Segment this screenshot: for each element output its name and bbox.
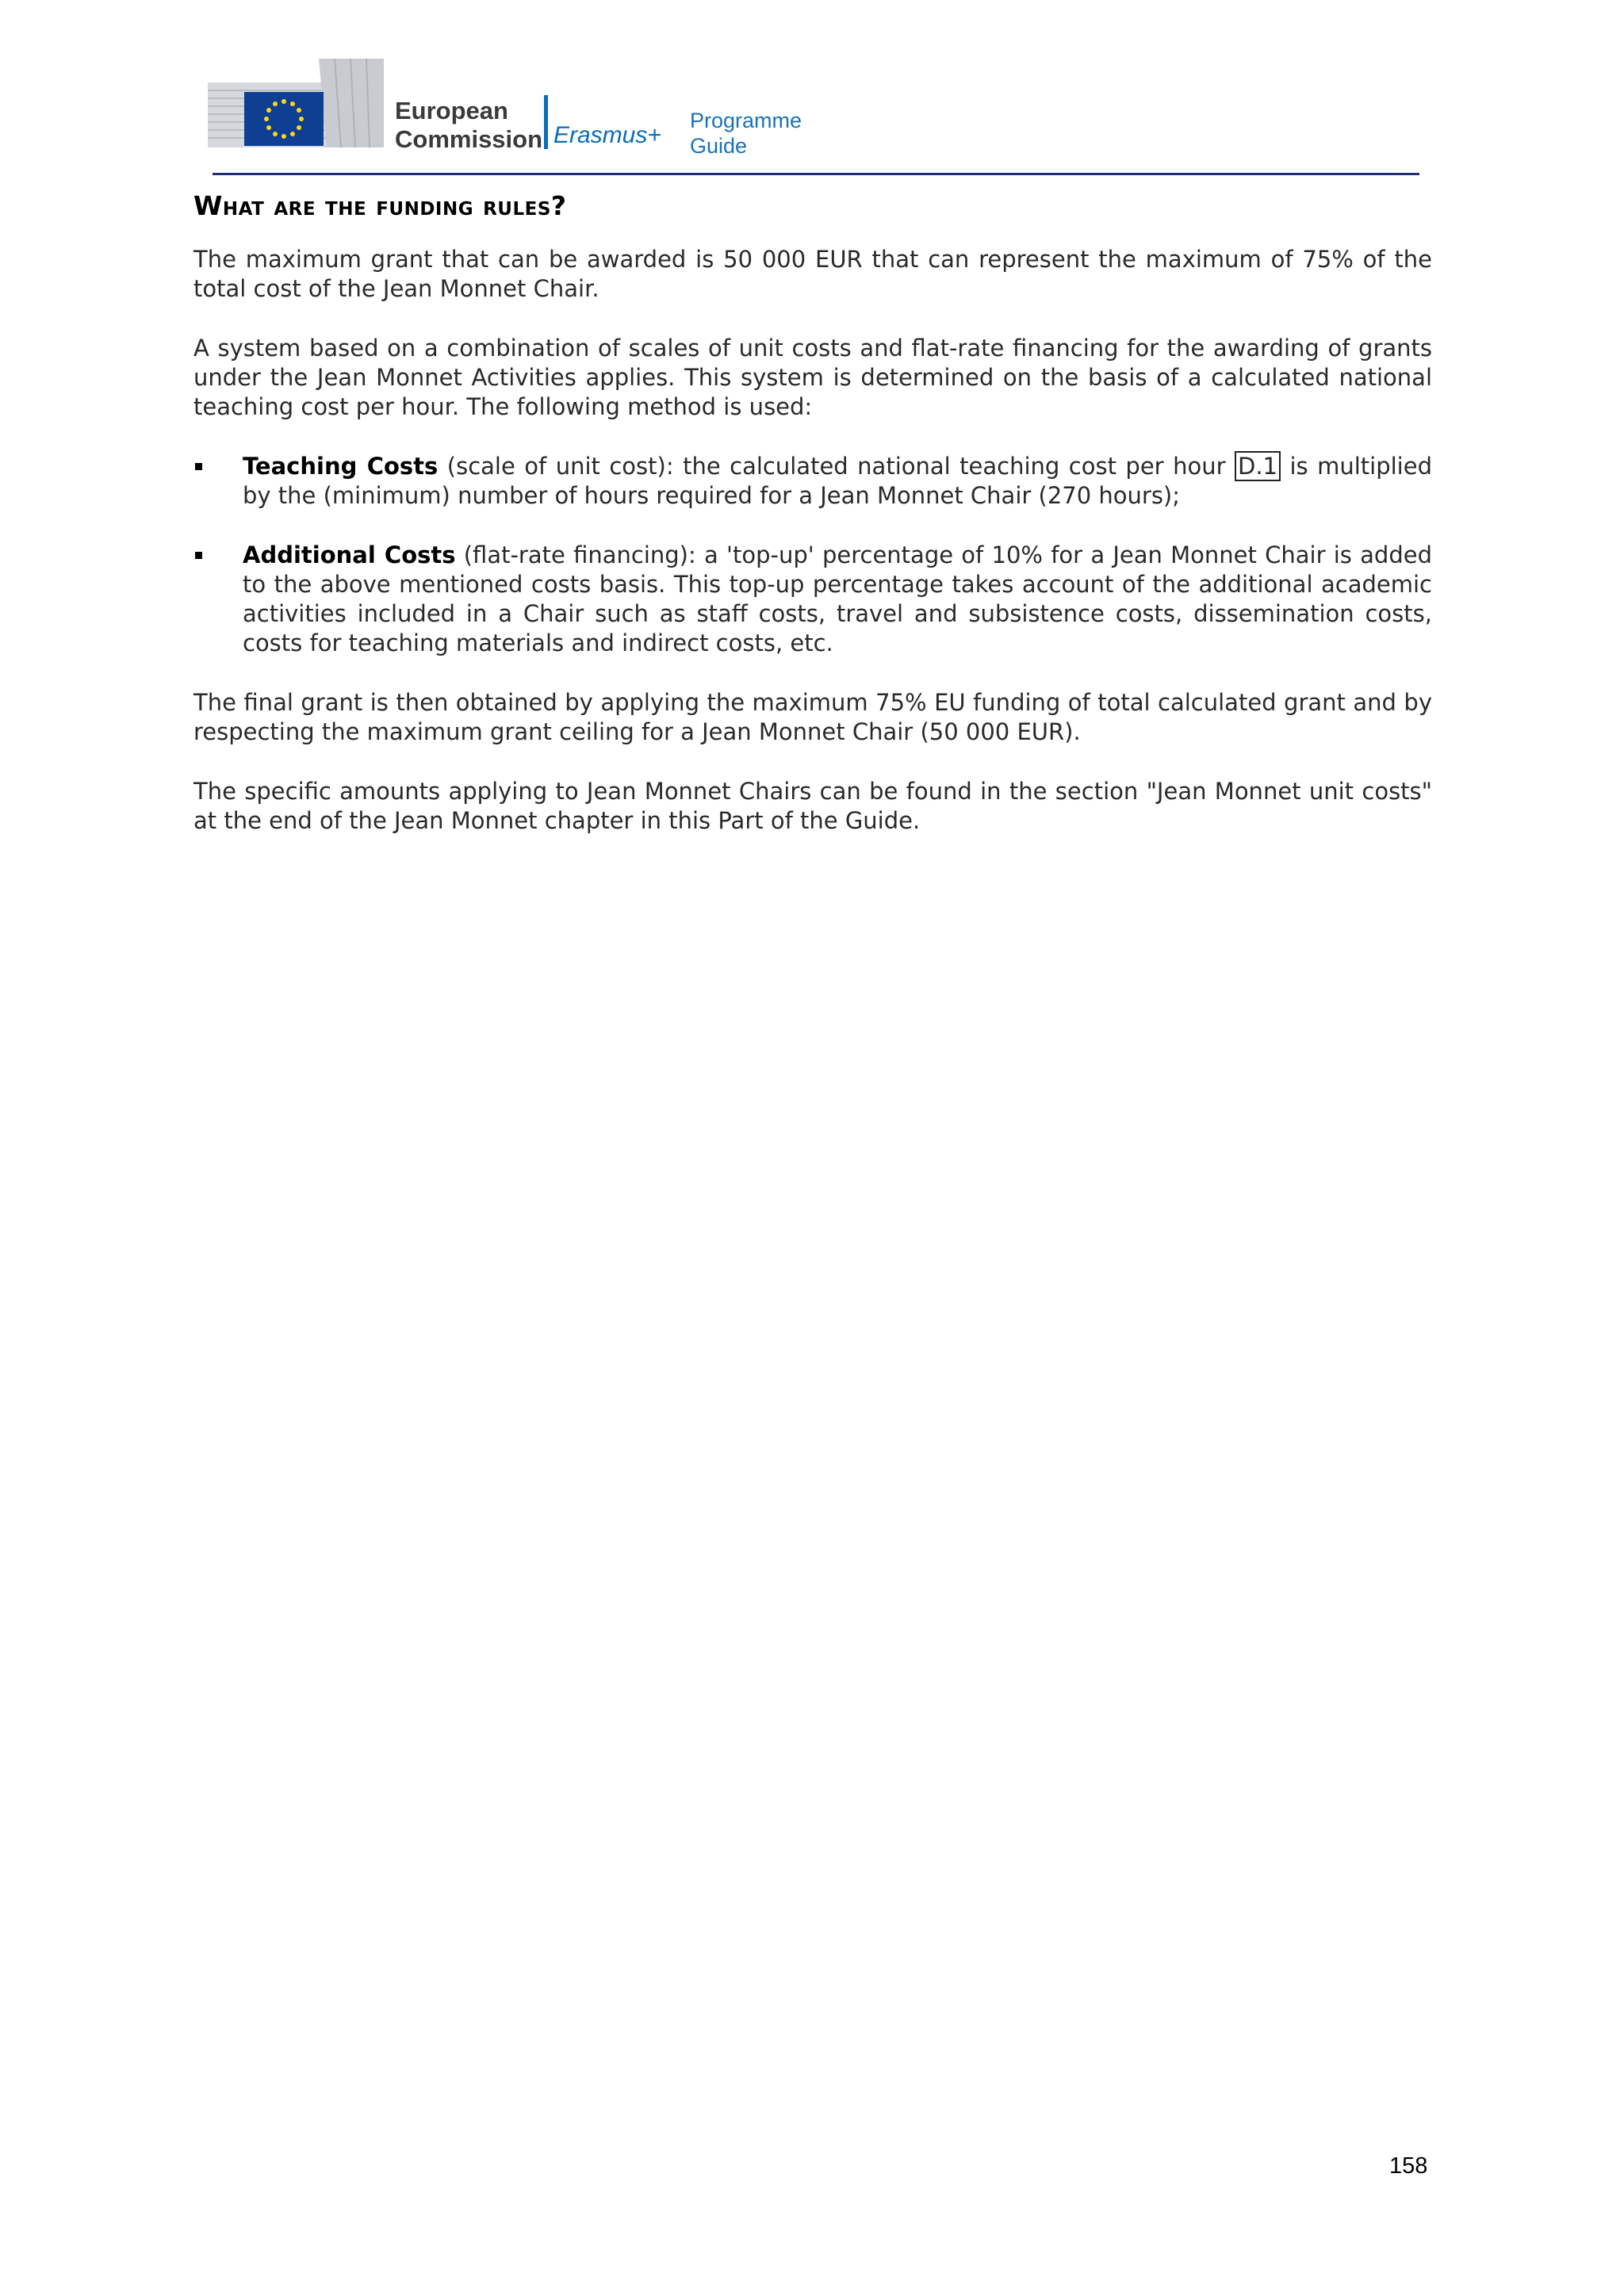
teaching-text-before: (scale of unit cost): the calculated national teaching cost per hour [438,453,1235,480]
header-rule [213,173,1419,175]
page-header [208,55,1421,178]
guide-line-1: Programme [690,109,802,132]
paragraph-final-grant: The final grant is then obtained by applying the maximum 75% EU funding of total calculated grant and by respecting the maximum grant ceiling for a Jean Monnet Chair (50 000 EUR). [193,689,1432,745]
term-additional-costs: Additional Costs [243,541,456,568]
paragraph-system: A system based on a combination of scales of unit costs and flat-rate financing for the awarding of grants under the Jean Monnet Activities applies. This system is determined on the basis of a calculated national teaching cost per hour. The following method is used: [193,335,1432,420]
bullet-icon [195,552,202,559]
org-line-1: European [395,97,508,124]
organisation-name [395,97,542,154]
logo-divider [544,95,548,149]
cost-list [193,452,1432,658]
document-type [690,108,802,159]
additional-text: (flat-rate financing): a 'top-up' percentage of 10% for a Jean Monnet Chair is added to the above mentioned costs basis. This top-up percentage takes account of the additional academic activities included in a Chair such as staff costs, travel and subsistence costs, dissemination costs, costs for teaching materials and indirect costs, etc. [243,541,1432,656]
section-heading: What are the funding rules? [193,190,567,221]
list-item-teaching-costs [193,452,1432,511]
reference-box: D.1 [1235,451,1281,481]
paragraph-max-grant: The maximum grant that can be awarded is 50 000 EUR that can represent the maximum of 75% of the total cost of the Jean Monnet Chair. [193,246,1432,302]
paragraph-specific-amounts: The specific amounts applying to Jean Monnet Chairs can be found in the section "Jean Monnet unit costs" at the end of the Jean Monnet chapter in this Part of the Guide. [193,778,1432,834]
term-teaching-costs: Teaching Costs [243,453,439,480]
guide-line-2: Guide [690,134,748,158]
eu-flag-icon [244,92,324,146]
bullet-icon [195,463,202,470]
european-commission-logo [208,55,802,158]
list-item-additional-costs [193,541,1432,658]
main-content [193,190,1432,866]
programme-name: Erasmus+ [553,122,661,148]
org-line-2: Commission [395,125,543,153]
page-number: 158 [1389,2153,1428,2179]
teaching-text-after: is multiplied by the (minimum) number of hours required for a Jean Monnet Chair (270 hours); [243,453,1432,509]
